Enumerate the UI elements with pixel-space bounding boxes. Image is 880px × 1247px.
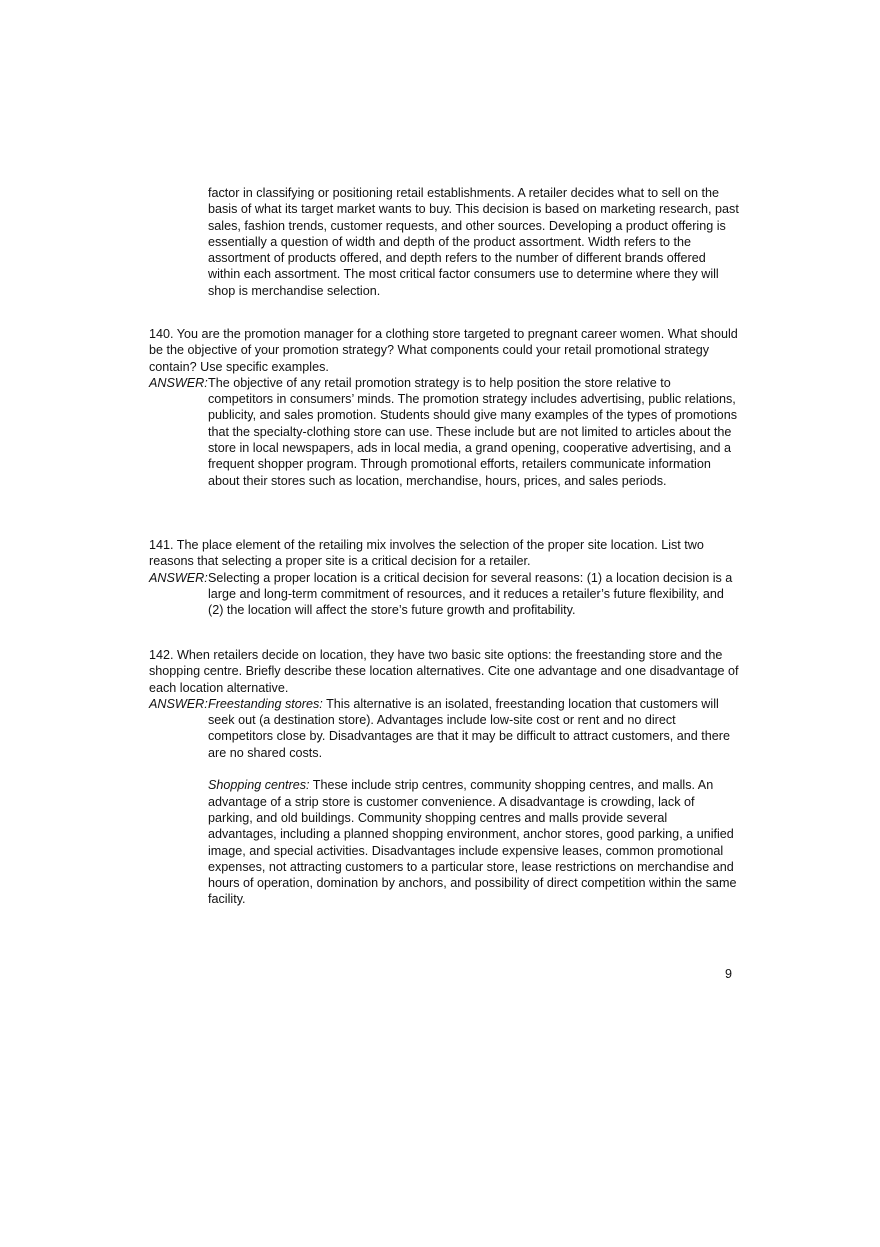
question-text: 142. When retailers decide on location, they have two basic site options: the freestanding store and the shopping centre. Briefly describe these location alternatives. Cite one advantage and one disadvantage of each location alternative. xyxy=(149,648,739,695)
answer-part-label: Shopping centres: xyxy=(208,778,310,793)
answer-142 xyxy=(149,696,739,908)
answer-label: ANSWER: xyxy=(149,696,208,711)
answer-141 xyxy=(149,570,739,619)
continuation-text: factor in classifying or positioning retail establishments. A retailer decides what to sell on the basis of what its target market wants to buy. This decision is based on marketing research, past sales, fashion trends, customer requests, and other sources. Developing a product offering is essentially a question of width and depth of the product assortment. Width refers to the assortment of products offered, and depth refers to the number of different brands offered within each assortment. The most critical factor consumers use to determine where they will shop is merchandise selection. xyxy=(208,186,739,298)
answer-label: ANSWER: xyxy=(149,375,208,390)
answer-part-text: This alternative is an isolated, freestanding location that customers will seek out (a destination store). Advantages include low-site cost or rent and no direct competitors close by. Disadvantages are that it may be difﬁcult to attract customers, and there are no shared costs. xyxy=(208,696,730,760)
answer-140 xyxy=(149,375,739,489)
answer-text: Selecting a proper location is a critical decision for several reasons: (1) a location decision is a large and long-term commitment of resources, and it reduces a retailer’s future flexibility, and (2) the location will affect the store’s future growth and profitability. xyxy=(208,570,733,618)
page-number: 9 xyxy=(724,967,732,981)
question-text: 141. The place element of the retailing mix involves the selection of the proper site location. List two reasons that selecting a proper site is a critical decision for a retailer. xyxy=(149,538,704,569)
answer-label: ANSWER: xyxy=(149,570,208,585)
continuation-paragraph xyxy=(149,185,739,299)
question-141 xyxy=(149,537,739,618)
answer-part-text: These include strip centres, community shopping centres, and malls. An advantage of a strip store is customer convenience. A disadvantage is crowding, lack of parking, and old buildings. Community shopping centres and malls provide several advantages, including a planned shopping environment, anchor stores, good parking, a unified image, and special activities. Disadvantages include expensive leases, common promotional expenses, not attracting customers to a particular store, lease restrictions on merchandise and hours of operation, domination by anchors, and possibility of direct competition within the same facility. xyxy=(208,778,737,907)
question-text: 140. You are the promotion manager for a clothing store targeted to pregnant career women. What should be the objective of your promotion strategy? What components could your retail promotional strategy contain? Use specific examples. xyxy=(149,327,738,374)
question-140 xyxy=(149,326,739,489)
question-142 xyxy=(149,647,739,908)
answer-part-label: Freestanding stores: xyxy=(208,696,323,711)
answer-part-shopping-centres xyxy=(208,777,739,907)
answer-text: The objective of any retail promotion strategy is to help position the store relative to competitors in consumers’ minds. The promotion strategy includes advertising, public relations, publicity, and sales promotion. Students should give many examples of the types of promotions that the specialty-clothing store can use. These include but are not limited to articles about the store in local newspapers, ads in local media, a grand opening, cooperative advertising, and a frequent shopper program. Through promotional efforts, retailers communicate information about their stores such as location, merchandise, hours, prices, and sales periods. xyxy=(208,375,737,488)
answer-part-freestanding xyxy=(208,696,739,761)
